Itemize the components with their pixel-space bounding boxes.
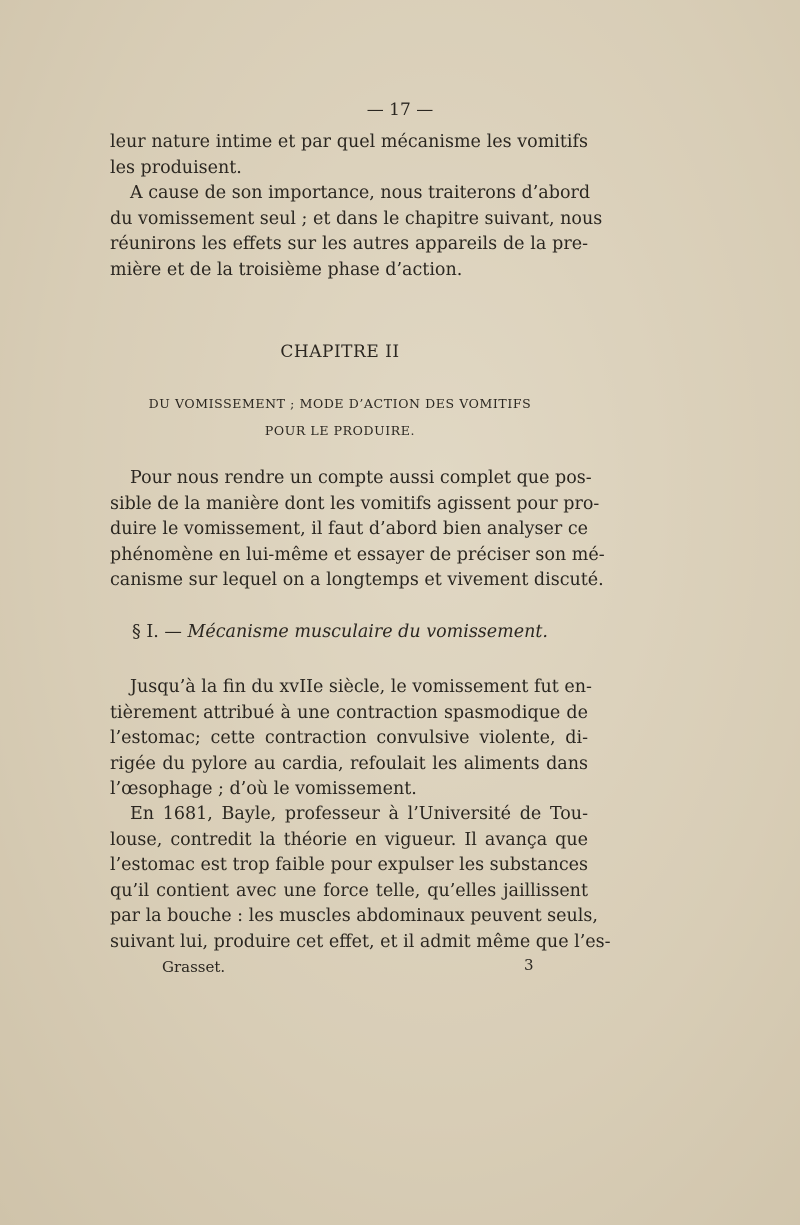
chapter-title: CHAPITRE II bbox=[280, 342, 400, 362]
text-line: qu’il contient avec une force telle, qu’elles jaillissent bbox=[110, 880, 588, 901]
text-line: A cause de son importance, nous traiterons d’abord bbox=[130, 183, 591, 203]
text-line: rigée du pylore au cardia, refoulait les aliments dans bbox=[110, 753, 588, 774]
paragraph-3 bbox=[110, 802, 611, 955]
chapter-subtitle: DU VOMISSEMENT ; MODE D’ACTION DES VOMITIFS bbox=[148, 396, 532, 411]
text-line: par la bouche : les muscles abdominaux peuvent seuls, bbox=[110, 906, 598, 926]
text-line: sible de la manière dont les vomitifs agissent pour pro- bbox=[110, 493, 600, 514]
section-heading bbox=[0, 622, 680, 642]
text-line: mière et de la troisième phase d’action. bbox=[110, 259, 463, 280]
paragraph-1 bbox=[110, 466, 605, 594]
text-line: canisme sur lequel on a longtemps et vivement discuté. bbox=[110, 570, 604, 590]
signature-number: 3 bbox=[524, 956, 534, 974]
text-line: En 1681, Bayle, professeur à l’Université de Tou- bbox=[130, 804, 588, 824]
printer-signature: Grasset. bbox=[162, 958, 226, 976]
text-line: réunirons les effets sur les autres appareils de la pre- bbox=[110, 234, 588, 254]
text-line: phénomène en lui-même et essayer de préciser son mé- bbox=[110, 544, 605, 565]
section-number: § I. — bbox=[132, 622, 182, 642]
section-title: Mécanisme musculaire du vomissement. bbox=[187, 622, 548, 642]
intro-paragraph bbox=[110, 181, 603, 283]
text-line: duire le vomissement, il faut d’abord bien analyser ce bbox=[110, 519, 588, 539]
text-line: leur nature intime et par quel mécanisme les vomitifs bbox=[110, 132, 588, 152]
page-number: — 17 — bbox=[366, 100, 434, 120]
text-line: Jusqu’à la fin du xvIIe siècle, le vomissement fut en- bbox=[130, 677, 592, 697]
text-line: l’estomac est trop faible pour expulser les substances bbox=[110, 855, 588, 875]
text-line: l’œsophage ; d’où le vomissement. bbox=[110, 779, 417, 799]
text-line: tièrement attribué à une contraction spasmodique de bbox=[110, 702, 588, 723]
text-line: louse, contredit la théorie en vigueur. Il avança que bbox=[110, 829, 588, 850]
paragraph-2 bbox=[110, 675, 592, 803]
top-paragraph bbox=[110, 130, 588, 181]
text-line: les produisent. bbox=[110, 157, 242, 178]
text-line: Pour nous rendre un compte aussi complet que pos- bbox=[130, 468, 592, 488]
text-line: l’estomac; cette contraction convulsive violente, di- bbox=[110, 728, 588, 748]
chapter-subtitle: POUR LE PRODUIRE. bbox=[264, 423, 416, 438]
text-line: suivant lui, produire cet effet, et il admit même que l’es- bbox=[110, 931, 611, 952]
text-line: du vomissement seul ; et dans le chapitre suivant, nous bbox=[110, 208, 603, 229]
